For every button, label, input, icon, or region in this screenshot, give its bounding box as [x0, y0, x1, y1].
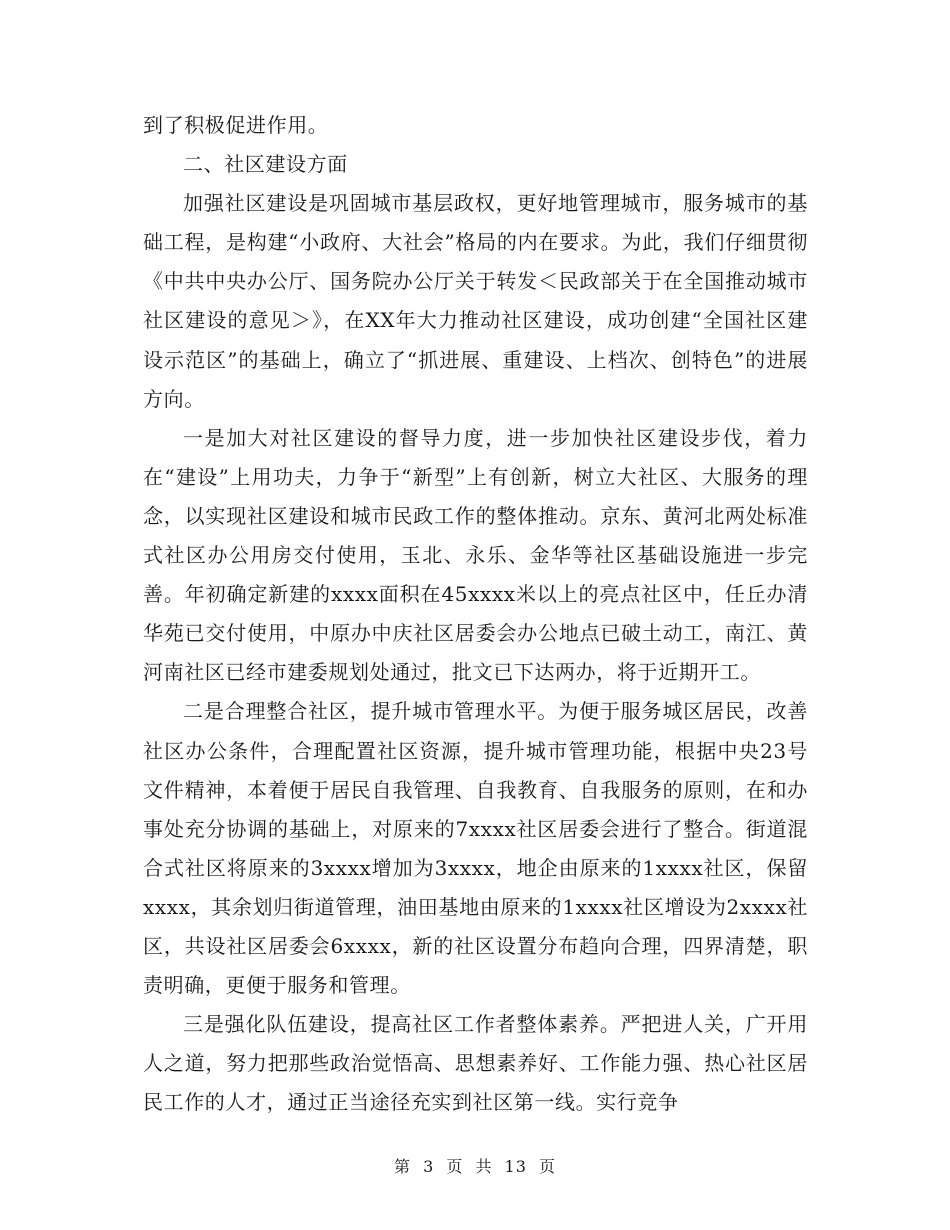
- page-body: [143, 106, 808, 1122]
- paragraph: 一是加大对社区建设的督导力度，进一步加快社区建设步伐，着力在“建设”上用功夫，力争于“新型”上有创新，树立大社区、大服务的理念，以实现社区建设和城市民政工作的整体推动。京东、黄河北两处标准式社区办公用房交付使用，玉北、永乐、金华等社区基础设施进一步完善。年初确定新建的xxxx面积在45xxxx米以上的亮点社区中，任丘办清华苑已交付使用，中原办中庆社区居委会办公地点已破土动工，南江、黄河南社区已经市建委规划处通过，批文已下达两办，将于近期开工。: [143, 425, 808, 685]
- paragraph: 到了积极促进作用。: [143, 113, 329, 137]
- section-heading: 二、社区建设方面: [183, 152, 348, 177]
- paragraph: 三是强化队伍建设，提高社区工作者整体素养。严把进人关，广开用人之道，努力把那些政治觉悟高、思想素养好、工作能力强、热心社区居民工作的人才，通过正当途径充实到社区第一线。实行竞争: [143, 1012, 808, 1115]
- paragraph: 加强社区建设是巩固城市基层政权，更好地管理城市，服务城市的基础工程，是构建“小政府、大社会”格局的内在要求。为此，我们仔细贯彻《中共中央办公厅、国务院办公厅关于转发＜民政部关于在全国推动城市社区建设的意见＞》，在XX年大力推动社区建设，成功创建“全国社区建设示范区”的基础上，确立了“抓进展、重建设、上档次、创特色”的进展方向。: [143, 191, 808, 411]
- paragraph: 二是合理整合社区，提升城市管理水平。为便于服务城区居民，改善社区办公条件，合理配置社区资源，提升城市管理功能，根据中央23号文件精神，本着便于居民自我管理、自我教育、自我服务的原则，在和办事处充分协调的基础上，对原来的7xxxx社区居委会进行了整合。街道混合式社区将原来的3xxxx增加为3xxxx，地企由原来的1xxxx社区，保留xxxx，其余划归街道管理，油田基地由原来的1xxxx社区增设为2xxxx社区，共设社区居委会6xxxx，新的社区设置分布趋向合理，四界清楚，职责明确，更便于服务和管理。: [143, 699, 808, 998]
- page-number-footer: 第 3 页 共 13 页: [394, 1157, 556, 1176]
